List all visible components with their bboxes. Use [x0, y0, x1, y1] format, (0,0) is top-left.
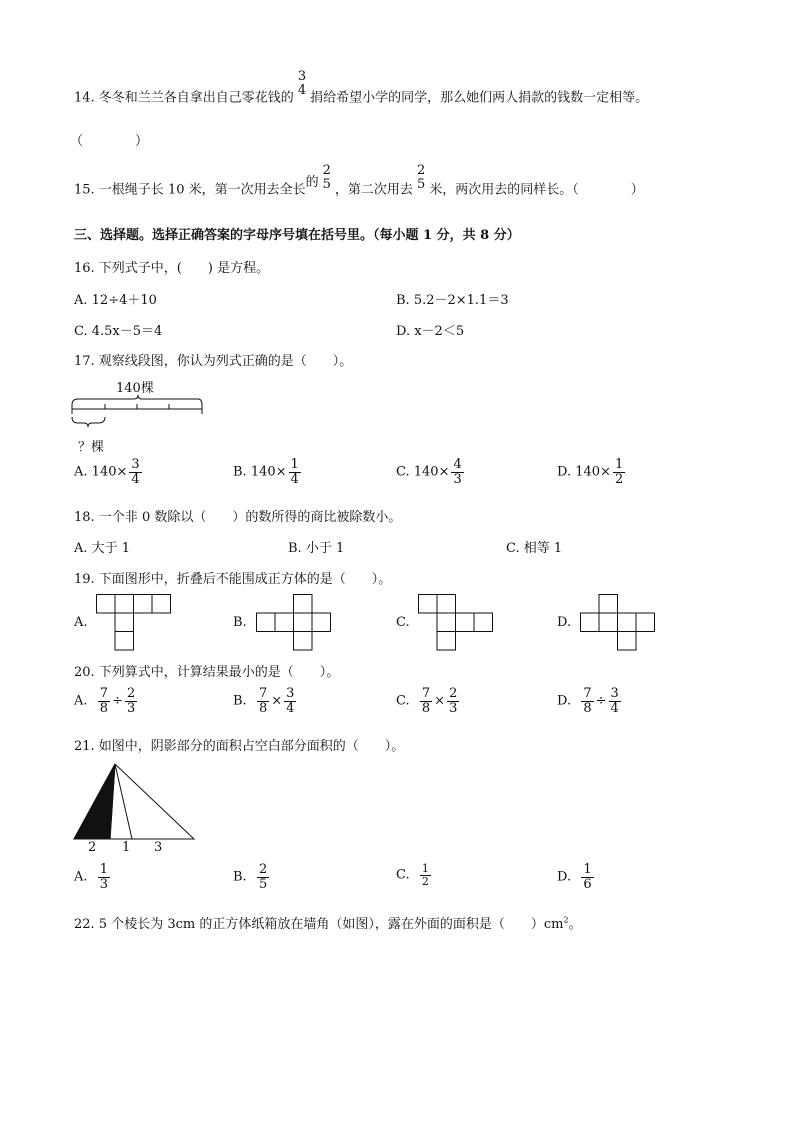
q17-option-d[interactable]: D. 140× $\frac{1}{2}$: [557, 457, 624, 487]
q18-option-b[interactable]: B. 小于 1: [288, 541, 345, 556]
q14-text-before: 14. 冬冬和兰兰各自拿出自己零花钱的: [74, 90, 294, 106]
q19-option-d-label[interactable]: D.: [557, 615, 572, 630]
q21-option-d[interactable]: D. $\frac{1}{6}$: [557, 862, 592, 892]
question-15: [74, 164, 644, 198]
q17-option-b[interactable]: B. 140× $\frac{1}{4}$: [233, 457, 299, 487]
q16-option-c[interactable]: C. 4.5x－5＝4: [74, 324, 163, 339]
q19-option-b-label[interactable]: B.: [233, 615, 247, 630]
q16-option-a[interactable]: A. 12÷4＋10: [74, 293, 157, 308]
q17-top-label: 140棵: [116, 381, 154, 396]
q21-triangle-figure: [70, 762, 200, 842]
q18-option-a[interactable]: A. 大于 1: [74, 541, 131, 556]
q17-d-fraction: $\frac{1}{2}$: [614, 457, 624, 487]
q17-a-fraction: $\frac{3}{4}$: [131, 457, 140, 487]
q17-c-fraction: $\frac{4}{3}$: [453, 457, 462, 487]
question-18-stem: 18. 一个非 0 数除以（ ）的数所得的商比被除数小。: [74, 510, 402, 525]
question-21-stem: 21. 如图中，阴影部分的面积占空白部分面积的（ ）。: [74, 739, 405, 754]
q15-text-3: 米，两次用去的同样长。（ ）: [429, 182, 644, 198]
question-16-stem: 16. 下列式子中，( ) 是方程。: [74, 261, 270, 276]
q16-option-d[interactable]: D. x－2＜5: [396, 324, 465, 339]
question-20-stem: 20. 下列算式中，计算结果最小的是（ ）。: [74, 665, 340, 680]
q19-option-c-label[interactable]: C.: [396, 615, 410, 630]
q15-fraction-2: 2 5: [416, 163, 426, 192]
q21-base-label-3: 3: [154, 840, 163, 855]
q14-fraction: 3 4: [297, 69, 307, 98]
q15-de: 的: [305, 174, 319, 190]
q17-option-a[interactable]: A. 140× $\frac{3}{4}$: [74, 457, 140, 487]
question-19-stem: 19. 下面图形中，折叠后不能围成正方体的是（ ）。: [74, 572, 392, 587]
q21-option-b[interactable]: B. $\frac{2}{5}$: [233, 862, 268, 892]
q16-option-b[interactable]: B. 5.2－2×1.1＝3: [396, 293, 509, 308]
q17-bottom-label: ？棵: [78, 440, 105, 455]
q15-text-2: ，第二次用去: [334, 182, 413, 198]
q17-b-fraction: $\frac{1}{4}$: [290, 457, 299, 487]
q20-option-c[interactable]: C. $\frac{7}{8}$ × $\frac{2}{3}$: [396, 686, 458, 716]
q20-option-a[interactable]: A. $\frac{7}{8}$ ÷ $\frac{2}{3}$: [74, 686, 136, 716]
q17-segment-diagram: [68, 395, 208, 435]
q21-base-label-1: 1: [122, 840, 131, 855]
q15-text-1: 15. 一根绳子长 10 米，第一次用去全长: [74, 182, 306, 198]
q17-option-c[interactable]: C. 140× $\frac{4}{3}$: [396, 457, 462, 487]
q19-net-d: [580, 594, 660, 652]
section-3-title: 三、选择题。选择正确答案的字母序号填在括号里。（每小题 1 分，共 8 分）: [74, 228, 520, 243]
q19-net-a: [96, 594, 176, 652]
q15-fraction-1: 2 5: [322, 163, 331, 192]
q19-net-b: [256, 594, 336, 652]
question-14: [74, 70, 648, 106]
q21-base-label-2: 2: [88, 840, 97, 855]
q20-option-d[interactable]: D. $\frac{7}{8}$ ÷ $\frac{3}{4}$: [557, 686, 619, 716]
q18-option-c[interactable]: C. 相等 1: [506, 541, 563, 556]
q21-option-a[interactable]: A. $\frac{1}{3}$: [74, 862, 109, 892]
question-17-stem: 17. 观察线段图，你认为列式正确的是（ ）。: [74, 354, 353, 369]
q14-answer-paren: （ ）: [70, 134, 149, 149]
q19-option-a-label[interactable]: A.: [74, 615, 88, 630]
question-22: 22. 5 个棱长为 3cm 的正方体纸箱放在墙角（如图），露在外面的面积是（ ）$cm^2$。: [74, 915, 582, 932]
q21-option-c[interactable]: C. $\frac{1}{2}$: [396, 862, 429, 888]
q20-option-b[interactable]: B. $\frac{7}{8}$ × $\frac{3}{4}$: [233, 686, 295, 716]
q14-text-after: 捐给希望小学的同学，那么她们两人捐款的钱数一定相等。: [310, 90, 649, 106]
q19-net-c: [418, 594, 498, 652]
